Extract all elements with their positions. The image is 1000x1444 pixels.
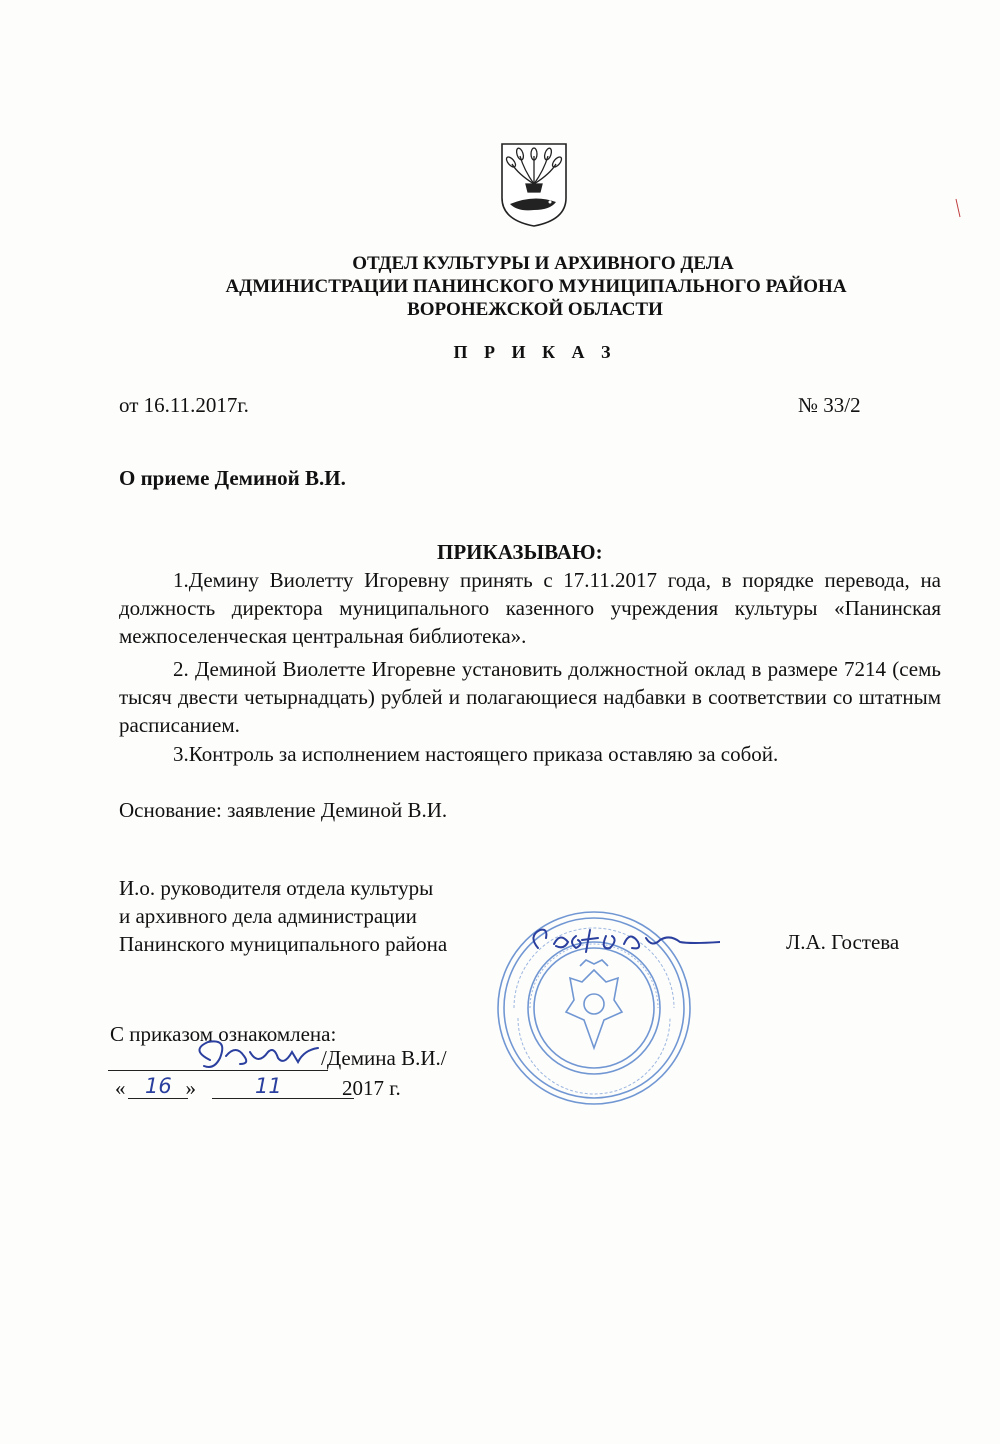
day-underline bbox=[128, 1098, 188, 1099]
signer-name: Л.А. Гостева bbox=[786, 930, 900, 954]
handwritten-day: 16 bbox=[145, 1074, 172, 1098]
document-subject: О приеме Деминой В.И. bbox=[119, 466, 346, 490]
header-line-2: АДМИНИСТРАЦИИ ПАНИНСКОГО МУНИЦИПАЛЬНОГО РАЙОНА bbox=[225, 276, 847, 297]
header-line-1: ОТДЕЛ КУЛЬТУРЫ И АРХИВНОГО ДЕЛА bbox=[352, 253, 734, 274]
margin-mark-icon bbox=[954, 198, 962, 218]
acknowledgement-label: С приказом ознакомлена: bbox=[110, 1022, 337, 1046]
document-date: от 16.11.2017г. bbox=[119, 393, 249, 417]
paragraph-3: 3.Контроль за исполнением настоящего приказа оставляю за собой. bbox=[173, 742, 779, 766]
signer-position-line-1: И.о. руководителя отдела культуры bbox=[119, 876, 434, 900]
coat-of-arms-icon bbox=[498, 140, 570, 228]
open-quote: « bbox=[115, 1076, 126, 1100]
paragraph-2: 2. Деминой Виолетте Игоревне установить должностной оклад в размере 7214 (семь тысяч двести четырнадцать) рублей и полагающиеся надбавки в соответствии со штатным расписанием. bbox=[119, 657, 941, 737]
acknowledgement-name: /Демина В.И./ bbox=[321, 1046, 447, 1070]
order-heading: ПРИКАЗЫВАЮ: bbox=[437, 540, 603, 564]
header-line-3: ВОРОНЕЖСКОЙ ОБЛАСТИ bbox=[407, 299, 663, 320]
signer-position-line-3: Панинского муниципального района bbox=[119, 932, 448, 956]
signer-position bbox=[119, 874, 447, 958]
signer-signature-icon bbox=[520, 914, 720, 974]
month-underline bbox=[212, 1098, 354, 1099]
employee-signature-icon bbox=[180, 1030, 320, 1080]
close-quote: » bbox=[185, 1076, 196, 1100]
document-number: № 33/2 bbox=[798, 393, 861, 417]
document-title: П Р И К А З bbox=[453, 342, 617, 362]
handwritten-month: 11 bbox=[255, 1074, 282, 1098]
paragraph-1: 1.Демину Виолетту Игоревну принять с 17.11.2017 года, в порядке перевода, на должность директора муниципального казенного учреждения культуры «Панинская межпоселенческая центральная библиотека». bbox=[119, 568, 941, 648]
acknowledgement-year: 2017 г. bbox=[342, 1076, 401, 1100]
basis-line: Основание: заявление Деминой В.И. bbox=[119, 798, 448, 822]
signer-position-line-2: и архивного дела администрации bbox=[119, 904, 417, 928]
